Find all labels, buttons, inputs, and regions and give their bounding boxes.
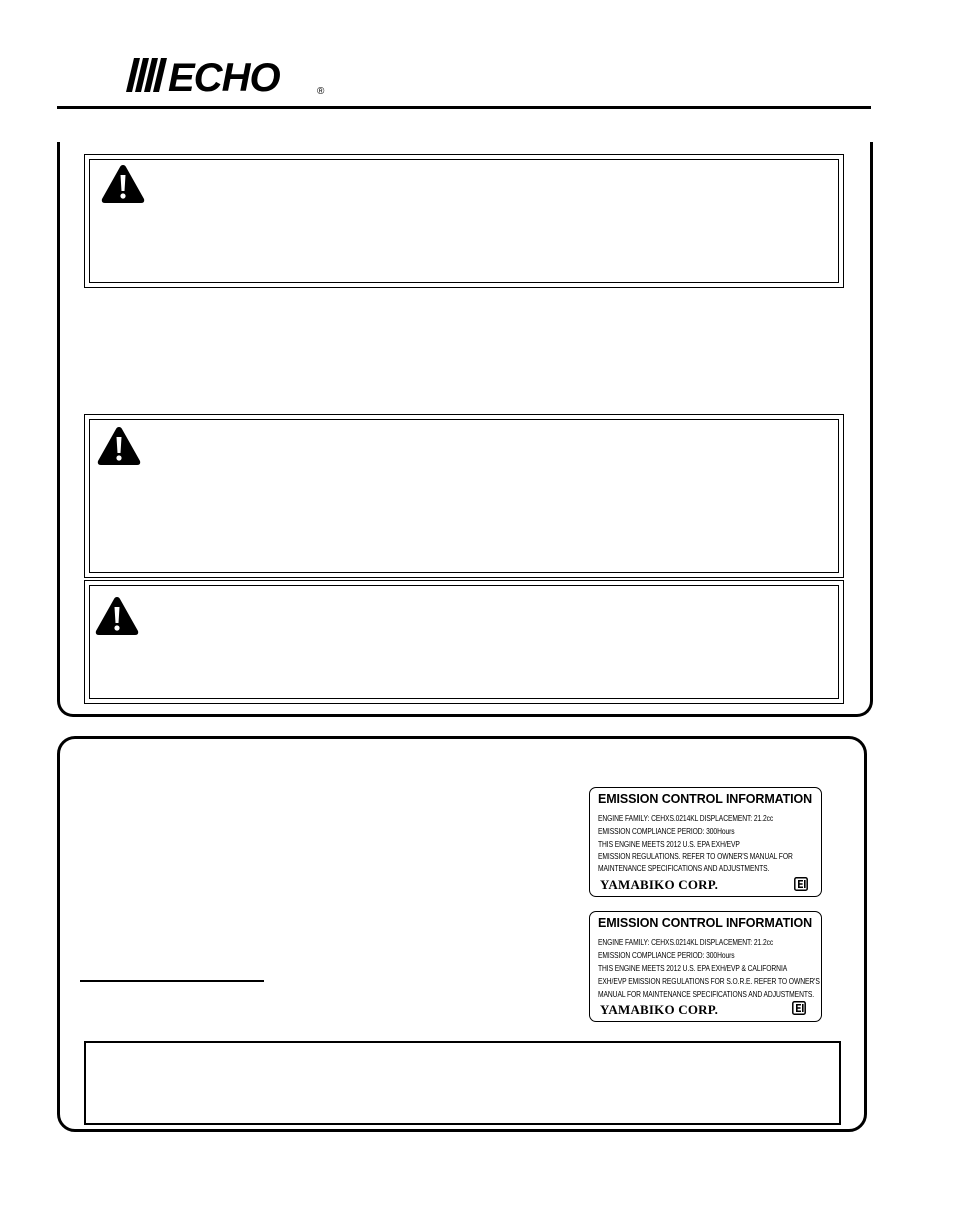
- emission-label-line: MANUAL FOR MAINTENANCE SPECIFICATIONS AND ADJUSTMENTS.: [598, 990, 815, 999]
- warning-box-inner: [89, 419, 839, 573]
- emission-label-line: ENGINE FAMILY: CEHXS.0214KL DISPLACEMENT: 21.2cc: [598, 938, 774, 947]
- warning-box-1: [84, 154, 844, 288]
- warning-triangle-icon: [99, 163, 147, 205]
- emission-label-line: ENGINE FAMILY: CEHXS.0214KL DISPLACEMENT: 21.2cc: [598, 814, 774, 823]
- warning-triangle-icon: [93, 595, 141, 637]
- emission-label-title: EMISSION CONTROL INFORMATION: [598, 916, 813, 930]
- warning-box-2: [84, 414, 844, 578]
- emission-label-line: EMISSION COMPLIANCE PERIOD: 300Hours: [598, 951, 735, 960]
- emission-label-line: THIS ENGINE MEETS 2012 U.S. EPA EXH/EVP: [598, 840, 740, 849]
- warning-triangle-icon: [95, 425, 143, 467]
- header-rule: [57, 106, 871, 109]
- underline-rule: [80, 980, 264, 982]
- e-booklet-icon: [792, 1001, 806, 1015]
- emission-label-title: EMISSION CONTROL INFORMATION: [598, 792, 813, 806]
- emission-label-line: MAINTENANCE SPECIFICATIONS AND ADJUSTMENTS.: [598, 864, 770, 873]
- manufacturer-name: YAMABIKO CORP.: [600, 1002, 719, 1017]
- emission-label-line: EXH/EVP EMISSION REGULATIONS FOR S.O.R.E. REFER TO OWNER'S: [598, 977, 820, 986]
- registered-mark: ®: [317, 86, 325, 97]
- emission-label-line: EMISSION COMPLIANCE PERIOD: 300Hours: [598, 827, 735, 836]
- warning-box-inner: [89, 585, 839, 699]
- warning-box-3: [84, 580, 844, 704]
- emission-label-epa: [589, 787, 822, 897]
- note-box: [84, 1041, 841, 1125]
- e-booklet-icon: [794, 877, 808, 891]
- emission-label-line: THIS ENGINE MEETS 2012 U.S. EPA EXH/EVP & CALIFORNIA: [598, 964, 788, 973]
- emission-label-line: EMISSION REGULATIONS. REFER TO OWNER'S MANUAL FOR: [598, 852, 793, 861]
- brand-wordmark: ECHO: [168, 56, 280, 100]
- emission-label-california: [589, 911, 822, 1022]
- manufacturer-name: YAMABIKO CORP.: [600, 877, 719, 892]
- echo-logo: [120, 50, 340, 100]
- warning-box-inner: [89, 159, 839, 283]
